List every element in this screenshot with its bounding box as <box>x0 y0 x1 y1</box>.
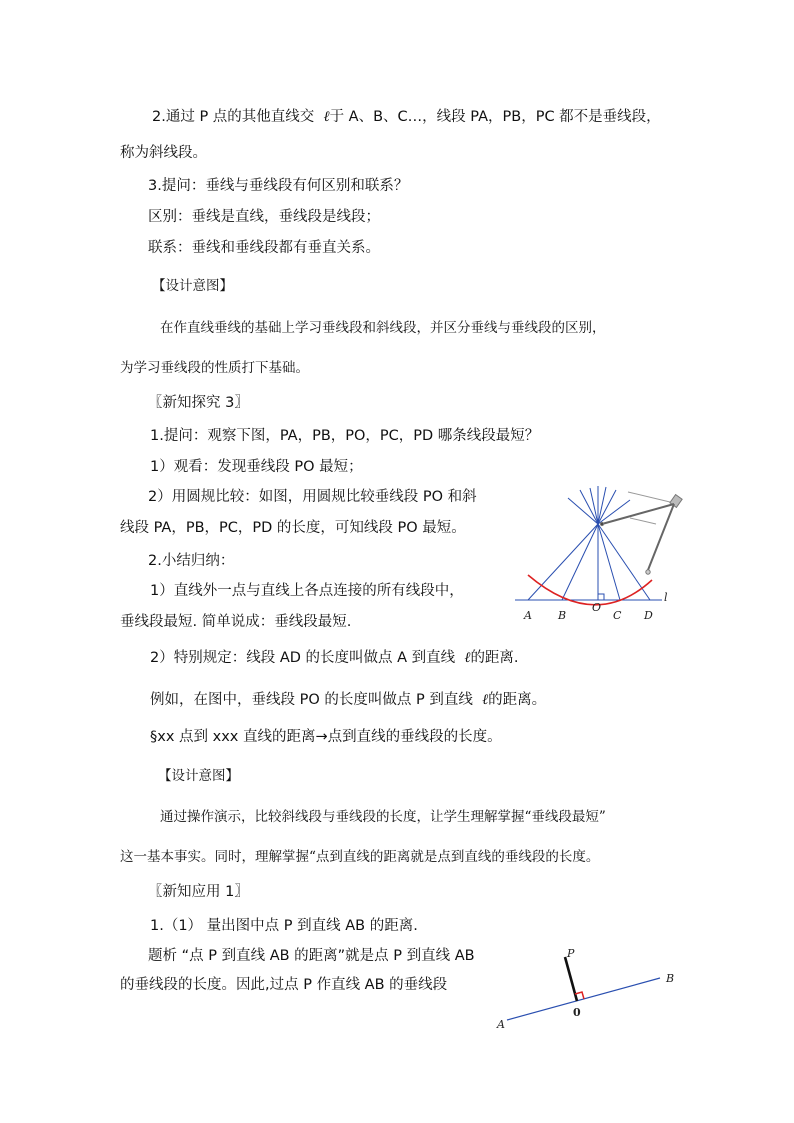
label-c: C <box>613 609 622 622</box>
design-intent-2-line-1: 通过操作演示，比较斜线段与垂线段的长度，让学生理解掌握“垂线段最短” <box>160 809 606 825</box>
section-heading-explore-3: 〖新知探究 3〗 <box>148 395 249 411</box>
text-line-17: 题析 “点 P 到直线 AB 的距离”就是点 P 到直线 AB <box>148 948 475 964</box>
segment-pc <box>598 524 620 600</box>
text-line-9: 线段 PA，PB，PC，PD 的长度，可知线段 PO 最短。 <box>120 520 466 536</box>
text-line-14: 例如，在图中，垂线段 PO 的长度叫做点 P 到直线 ℓ的距离。 <box>150 692 547 708</box>
label-o: O <box>592 601 602 614</box>
text-line-10: 2.小结归纳： <box>148 553 235 569</box>
text-line-16: 1.（1） 量出图中点 P 到直线 AB 的距离. <box>150 918 418 934</box>
label-p: P <box>567 947 575 960</box>
design-intent-1-line-1: 在作直线垂线的基础上学习垂线段和斜线段，并区分垂线与垂线段的区别， <box>160 320 606 336</box>
label-o: 0 <box>573 1006 581 1019</box>
line-l-symbol: ℓ <box>323 109 330 125</box>
figure-perpendicular-compass <box>510 482 685 627</box>
text-line-4: 区别：垂线是直线，垂线段是线段； <box>148 209 380 225</box>
line-l-symbol: ℓ <box>464 650 471 666</box>
design-intent-1-line-2: 为学习垂线段的性质打下基础。 <box>120 360 309 376</box>
segment-pa <box>528 524 598 600</box>
design-intent-2-line-2: 这一基本事实。同时，理解掌握“点到直线的距离就是点到直线的垂线段的长度。 <box>120 849 600 865</box>
text-line-5: 联系：垂线和垂线段都有垂直关系。 <box>148 240 380 256</box>
label-a: A <box>497 1018 505 1031</box>
design-intent-heading-1: 【设计意图】 <box>152 278 233 294</box>
label-d: D <box>644 609 653 622</box>
text-line-11: 1）直线外一点与直线上各点连接的所有线段中， <box>150 583 464 599</box>
label-b: B <box>666 972 675 985</box>
segment-pb <box>562 524 598 600</box>
label-b: B <box>558 609 567 622</box>
text-line-1: 2.通过 P 点的其他直线交 ℓ于 A、B、C…，线段 PA，PB，PC 都不是垂线段， <box>152 109 661 125</box>
text-line-2: 称为斜线段。 <box>120 145 207 161</box>
right-angle-mark <box>598 594 604 600</box>
figure-point-to-line <box>495 945 690 1035</box>
text-line-15: §xx 点到 xxx 直线的距离→点到直线的垂线段的长度。 <box>150 729 502 745</box>
line-l-symbol: ℓ <box>482 692 489 708</box>
text-line-8: 2）用圆规比较：如图，用圆规比较垂线段 PO 和斜 <box>148 489 477 505</box>
text-line-6: 1.提问：观察下图，PA，PB，PO，PC，PD 哪条线段最短？ <box>150 428 540 444</box>
text-line-13: 2）特别规定：线段 AD 的长度叫做点 A 到直线 ℓ的距离. <box>150 650 519 666</box>
label-a: A <box>524 609 532 622</box>
section-heading-apply-1: 〖新知应用 1〗 <box>148 884 249 900</box>
text-line-3: 3.提问：垂线与垂线段有何区别和联系？ <box>148 178 409 194</box>
text-line-18: 的垂线段的长度。因此,过点 P 作直线 AB 的垂线段 <box>120 977 448 993</box>
compass-icon <box>600 492 682 574</box>
text-line-12: 垂线段最短. 简单说成：垂线段最短. <box>120 614 352 630</box>
text-line-7: 1）观看：发现垂线段 PO 最短； <box>150 459 363 475</box>
label-l: l <box>664 591 668 604</box>
design-intent-heading-2: 【设计意图】 <box>158 768 239 784</box>
